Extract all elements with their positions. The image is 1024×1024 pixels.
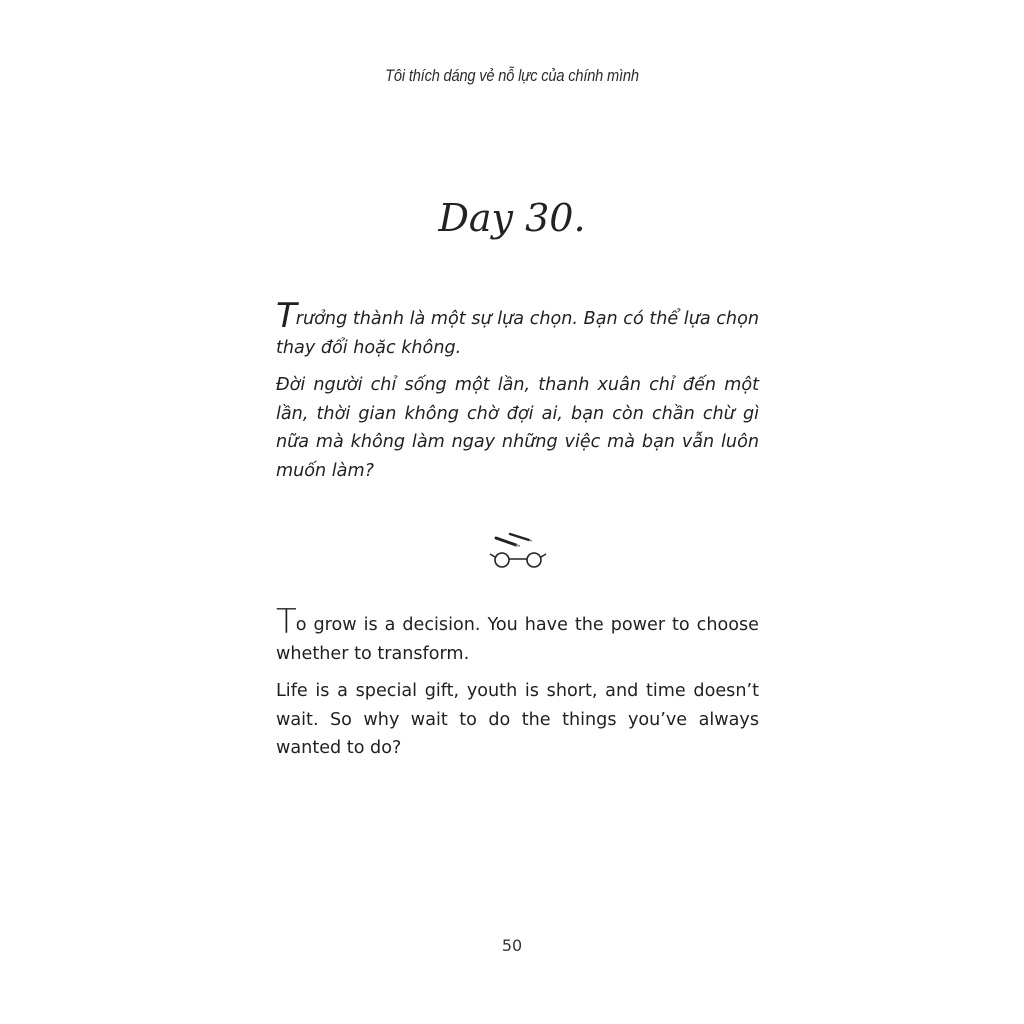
vietnamese-text-block	[276, 296, 759, 486]
english-paragraph-2: Life is a special gift, youth is short, and time doesn’t wait. So why wait to do the things you’ve always wanted to do?	[276, 681, 759, 759]
glasses-icon	[486, 530, 548, 570]
paragraph-text: o grow is a decision. You have the power to choose whether to transform.	[276, 615, 759, 664]
english-text-block	[276, 602, 759, 763]
vietnamese-paragraph-1	[276, 296, 759, 362]
drop-initial: T	[276, 602, 294, 642]
page-number: 50	[501, 936, 523, 955]
drop-initial: T	[276, 296, 294, 336]
vietnamese-paragraph-2: Đời người chỉ sống một lần, thanh xuân chỉ đến một lần, thời gian không chờ đợi ai, bạn còn chần chừ gì nữa mà không làm ngay những việc mà bạn vẫn luôn muốn làm?	[276, 375, 759, 481]
running-header: Tôi thích dáng vẻ nỗ lực của chính mình	[385, 66, 639, 85]
day-title: Day 30.	[438, 196, 586, 240]
english-paragraph-1	[276, 602, 759, 668]
paragraph-text: rưởng thành là một sự lựa chọn. Bạn có thể lựa chọn thay đổi hoặc không.	[276, 309, 759, 358]
